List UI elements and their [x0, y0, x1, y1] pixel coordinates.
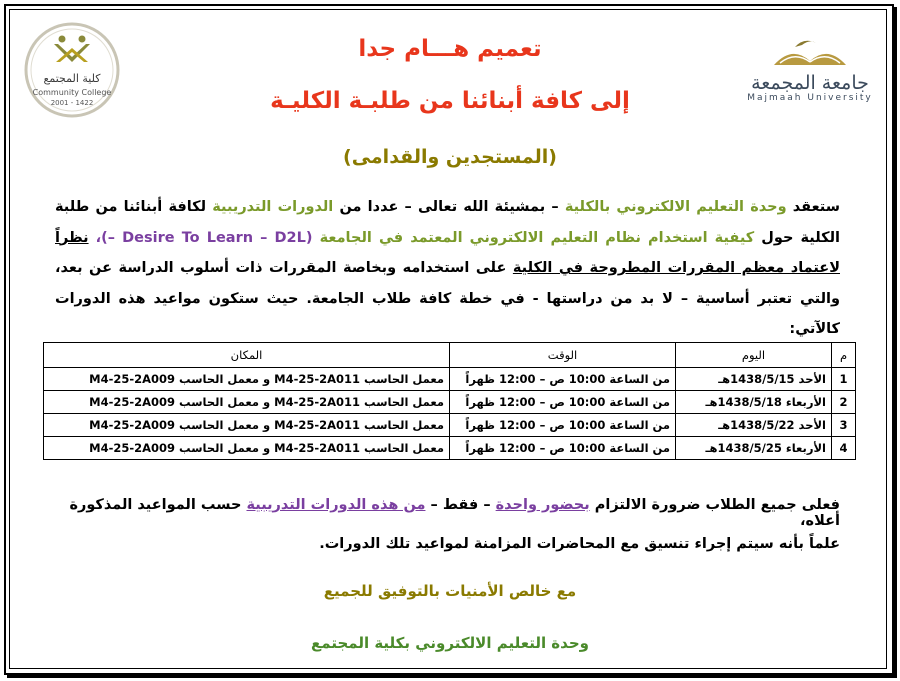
notice-only: – فقط – [425, 497, 496, 513]
body-unit-name: وحدة التعليم الالكتروني بالكلية [564, 199, 787, 215]
row-time: من الساعة 10:00 ص – 12:00 ظهراً [450, 437, 676, 460]
body-text-1: ستعقد [786, 199, 840, 215]
body-system-name: كيفية استخدام نظام التعليم الالكتروني المعتمد في الجامعة [319, 229, 755, 246]
row-number: 4 [832, 437, 856, 460]
row-day: الأحد 1438/5/15هـ [676, 368, 832, 391]
notice-text-1: فعلى جميع الطلاب ضرورة الالتزام [589, 497, 840, 513]
row-number: 1 [832, 368, 856, 391]
row-day: الأحد 1438/5/22هـ [676, 414, 832, 437]
closing-wishes: مع خالص الأمنيات بالتوفيق للجميع [323, 582, 577, 600]
body-text-3: لكافة أبنائنا من طلبة الكلية حول [55, 199, 840, 246]
table-header-row [44, 343, 856, 368]
signature: وحدة التعليم الالكتروني بكلية المجتمع [311, 634, 589, 652]
row-place: معمل الحاسب M4-25-2A011 و معمل الحاسب M4-25-2A009 [44, 414, 450, 437]
row-place: معمل الحاسب M4-25-2A011 و معمل الحاسب M4-25-2A009 [44, 368, 450, 391]
body-d2l: (Desire To Learn – D2L –)، [88, 229, 320, 246]
announcement-title: تعميم هـــام جدا [358, 36, 542, 62]
table-row [44, 391, 856, 414]
row-place: معمل الحاسب M4-25-2A011 و معمل الحاسب M4-25-2A009 [44, 437, 450, 460]
notice-attend-one: بحضور واحدة [495, 497, 590, 513]
open-book-icon [740, 35, 880, 71]
majmaah-university-logo [740, 35, 880, 110]
body-text-4: على استخدامه وبخاصة المقررات ذات أسلوب الدراسة عن بعد، والتي تعتبر أساسية – لا بد من دراستها - في خطة كافة طلاب الجامعة. حيث ستكون مواعيد هذه الدورات كالآتي: [55, 260, 840, 337]
header-number: م [832, 343, 856, 368]
row-day: الأربعاء 1438/5/25هـ [676, 437, 832, 460]
header-place: المكان [44, 343, 450, 368]
table-row [44, 414, 856, 437]
announcement-body [55, 192, 840, 345]
coordination-notice: علماً بأنه سيتم إجراء تنسيق مع المحاضرات المزامنة لمواعيد تلك الدورات. [319, 536, 840, 552]
college-name-ar: كلية المجتمع [43, 72, 101, 85]
college-years: 2001 - 1422 [50, 99, 94, 107]
row-number: 2 [832, 391, 856, 414]
row-time: من الساعة 10:00 ص – 12:00 ظهراً [450, 391, 676, 414]
announcement-subtitle: (المستجدين والقدامى) [343, 146, 557, 168]
notice-these-courses: من هذه الدورات التدريبية [246, 497, 426, 513]
announcement-audience: إلى كافة أبنائنا من طلبـة الكليـة [270, 88, 630, 114]
body-reason: نظراً لاعتماد معظم المقررات المطروحة في الكلية [55, 229, 840, 276]
university-name-ar: جامعة المجمعة [751, 72, 869, 94]
university-name-en: Majmaah University [747, 93, 873, 103]
row-time: من الساعة 10:00 ص – 12:00 ظهراً [450, 368, 676, 391]
row-time: من الساعة 10:00 ص – 12:00 ظهراً [450, 414, 676, 437]
table-row [44, 437, 856, 460]
header-day: اليوم [676, 343, 832, 368]
row-day: الأربعاء 1438/5/18هـ [676, 391, 832, 414]
schedule-table [43, 342, 856, 460]
body-text-2: – بمشيئة الله تعالى – عددا من [333, 199, 565, 215]
notice-text-2: حسب المواعيد المذكورة أعلاه، [69, 497, 840, 529]
row-number: 3 [832, 414, 856, 437]
body-courses: الدورات التدريبية [212, 199, 334, 215]
attendance-notice [60, 497, 840, 529]
table-row [44, 368, 856, 391]
college-name-en: Community College [32, 88, 112, 97]
header-time: الوقت [450, 343, 676, 368]
row-place: معمل الحاسب M4-25-2A011 و معمل الحاسب M4-25-2A009 [44, 391, 450, 414]
community-college-logo [20, 22, 124, 118]
